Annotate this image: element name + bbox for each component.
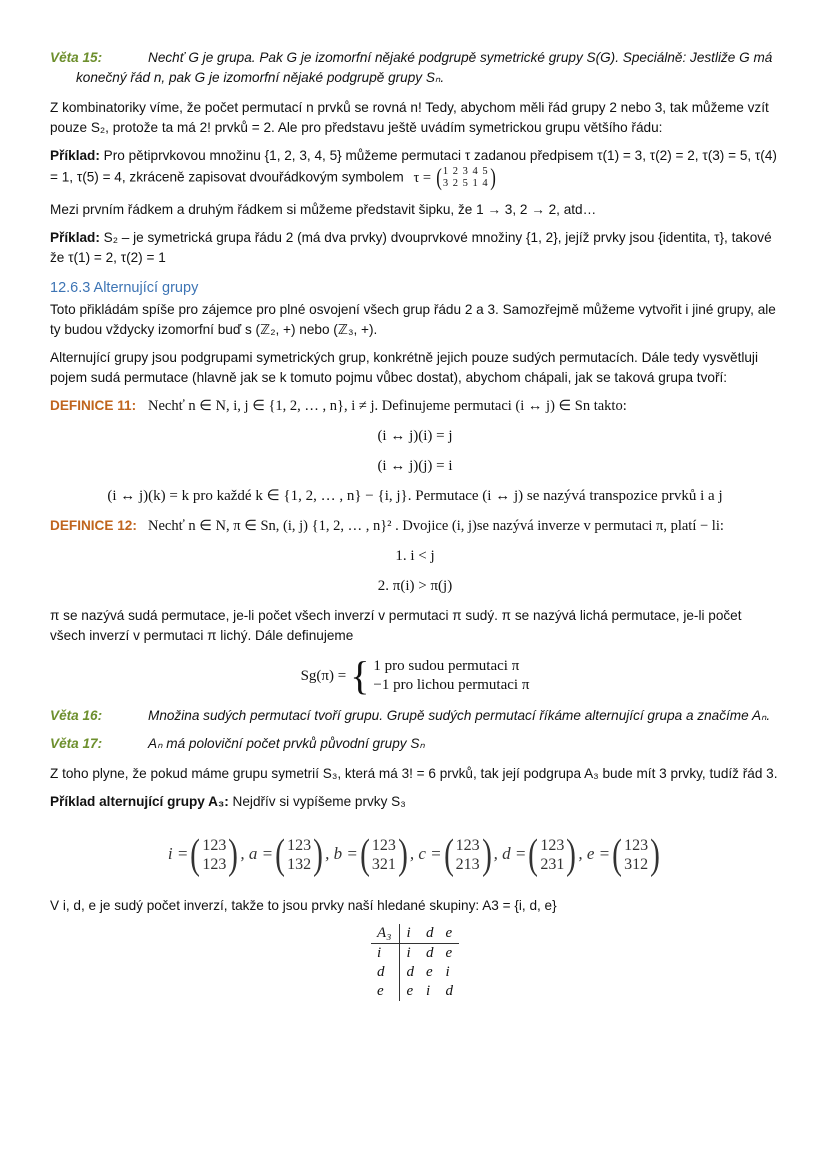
perm-b: , b = ( 123 321 ) (325, 832, 408, 878)
condition: 1. i < j (395, 548, 435, 564)
definition-text: Nechť n ∈ N, i, j ∈ {1, 2, … , n}, i ≠ j. Definujeme permutaci (i ↔ j) ∈ Sn takto: (148, 398, 627, 414)
table-row (371, 944, 459, 964)
table-cell: e (445, 945, 453, 961)
condition: 2. π(i) > π(j) (377, 578, 453, 594)
example-label: Příklad alternující grupy A₃: (50, 794, 229, 809)
table-cell: e (439, 924, 459, 944)
table-cell: d (425, 945, 434, 961)
theorem-label: Věta 17: (50, 736, 103, 751)
table-cell: e (371, 982, 400, 1001)
theorem-text-cont: konečný řád n, pak G je izomorfní nějaké podgrupě grupy Sₙ. (76, 70, 445, 85)
equation: (i ↔ j)(j) = i (377, 458, 453, 474)
perm-i: i = ( 123 123 ) (167, 832, 239, 878)
theorem-text: Množina sudých permutací tvoří grupu. Grupě sudých permutací říkáme alternující grupa a značíme Aₙ. (148, 708, 771, 723)
tau-two-row-symbol: ( 1 2 3 4 5 3 2 5 1 4 ) (436, 165, 496, 191)
perm-e: , e = ( 123 312 ) (578, 832, 661, 878)
permutations-s3 (50, 834, 780, 876)
example-label: Příklad: (50, 230, 100, 245)
paragraph: Toto přikládám spíše pro zájemce pro plné osvojení všech grup řádu 2 a 3. Samozřejmě můžeme vytvořit i jiné grupy, ale ty budou vždycky izomorfní buď s (ℤ₂, +) nebo (ℤ₃, +). (50, 302, 776, 337)
perm-a: , a = ( 123 132 ) (240, 832, 323, 878)
theorem-label: Věta 15: (50, 50, 103, 65)
tau-symbol: τ = (413, 169, 432, 186)
table-cell: i (406, 945, 411, 961)
sign-lhs: Sg(π) = (300, 668, 347, 684)
paragraph: Z toho plyne, že pokud máme grupu symetrií S₃, která má 3! = 6 prvků, tak její podgrupa A₃ bude mít 3 prvky, tudíž řád 3. (50, 766, 778, 781)
theorem-15 (50, 48, 780, 88)
theorem-17 (50, 734, 780, 754)
definition-text: Nechť n ∈ N, π ∈ Sn, (i, j) {1, 2, … , n}² . Dvojice (i, j)se nazývá inverze v permutaci π, platí − li: (148, 518, 724, 534)
definition-label: DEFINICE 11: (50, 398, 137, 413)
brace-icon: { (350, 653, 370, 698)
perm-c: , c = ( 123 213 ) (409, 832, 492, 878)
table-cell: d (420, 924, 440, 944)
table-cell: A₃ (371, 924, 400, 944)
example-2 (50, 228, 780, 268)
definition-12 (50, 516, 780, 596)
equation: (i ↔ j)(i) = j (377, 428, 453, 444)
cayley-table (371, 924, 459, 1001)
table-cell: i (425, 983, 431, 999)
paragraph: π se nazývá sudá permutace, je-li počet všech inverzí v permutaci π sudý. π se nazývá lichá permutace, je-li počet všech inverzí v permutaci π lichý. Dále definujeme (50, 608, 742, 643)
theorem-text: Nechť G je grupa. Pak G je izomorfní nějaké podgrupě symetrické grupy S(G). Speciálně: Jestliže G má (148, 50, 773, 65)
theorem-text: Aₙ má poloviční počet prvků původní grupy Sₙ (148, 736, 425, 751)
table-cell: i (371, 944, 400, 964)
sign-case: 1 pro sudou permutaci π (373, 658, 520, 674)
example-3 (50, 792, 780, 812)
paragraph: Mezi prvním řádkem a druhým řádkem si můžeme představit šipku, že 1 → 3, 2 → 2, atd… (50, 202, 597, 217)
tau-bottom-row: 3 2 5 1 4 (442, 178, 489, 189)
table-cell: i (445, 964, 450, 980)
definition-label: DEFINICE 12: (50, 518, 137, 533)
document-page (50, 48, 780, 1001)
example-label: Příklad: (50, 148, 100, 163)
definition-11 (50, 396, 780, 506)
table-row (371, 963, 459, 982)
table-header-row (371, 924, 459, 944)
section-heading: 12.6.3 Alternující grupy (50, 280, 199, 296)
example-text: S₂ – je symetrická grupa řádu 2 (má dva prvky) dvouprvkové množiny {1, 2}, jejíž prvky jsou {identita, τ}, takové že τ(1) = 2, τ(2) = 1 (50, 230, 772, 265)
paragraph: V i, d, e je sudý počet inverzí, takže to jsou prvky naší hledané skupiny: A3 = {i, d, e} (50, 898, 557, 913)
sign-function (50, 653, 780, 698)
example-1 (50, 146, 780, 190)
perm-d: , d = ( 123 231 ) (493, 832, 577, 878)
equation: (i ↔ j)(k) = k pro každé k ∈ {1, 2, … , n} − {i, j}. Permutace (i ↔ j) se nazývá transpozice prvků i a j (107, 488, 723, 504)
tau-top-row: 1 2 3 4 5 (442, 166, 489, 177)
paragraph: Z kombinatoriky víme, že počet permutací n prvků se rovná n! Tedy, abychom měli řád grupy 2 nebo 3, tak můžeme vzít pouze S₂, protože ta má 2! prvků = 2. Ale pro představu ještě uvádím symetrickou grupu většího řádu: (50, 100, 769, 135)
theorem-16 (50, 706, 780, 726)
table-cell: d (406, 964, 414, 980)
table-cell: e (425, 964, 433, 980)
paragraph: Alternující grupy jsou podgrupami symetrických grup, konkrétně jejich pouze sudých permutacích. Dále tedy vysvětluji pojem sudá permutace (hlavně jak se k tomuto pojmu vůbec dostat), abychom chápali, jak se taková grupa tvoří: (50, 350, 758, 385)
example-text: Nejdřív si vypíšeme prvky S₃ (232, 794, 406, 809)
table-cell: e (406, 983, 414, 999)
table-row (371, 982, 459, 1001)
example-text: Pro pětiprvkovou množinu {1, 2, 3, 4, 5} můžeme permutaci τ zadanou předpisem τ(1) = 3, τ(2) = 2, τ(3) = 5, τ(4) = 1, τ(5) = 4, zkráceně zapisovat dvouřádkovým symbolem (50, 148, 777, 185)
sign-case: −1 pro lichou permutaci π (373, 677, 530, 693)
table-cell: d (371, 963, 400, 982)
theorem-label: Věta 16: (50, 708, 103, 723)
table-cell: i (400, 924, 420, 944)
table-cell: d (445, 983, 453, 999)
